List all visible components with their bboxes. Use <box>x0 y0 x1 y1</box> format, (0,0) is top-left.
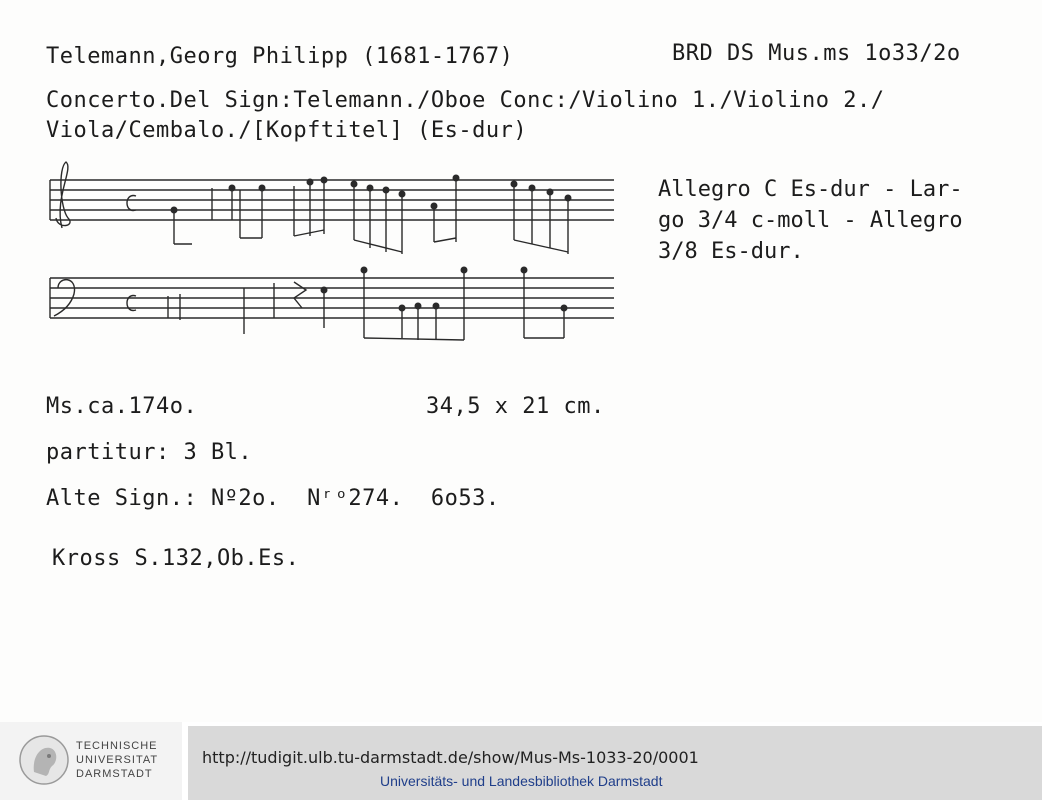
old-signatures: Alte Sign.: Nº2o. Nʳᵒ274. 6o53. <box>46 486 500 511</box>
shelfmark: BRD DS Mus.ms 1o33/2o <box>672 41 961 66</box>
title-line-1: Concerto.Del Sign:Telemann./Oboe Conc:/Violino 1./Violino 2./ <box>46 88 885 113</box>
permalink-url[interactable]: http://tudigit.ulb.tu-darmstadt.de/show/Mus-Ms-1033-20/0001 <box>202 748 699 767</box>
university-name: TECHNISCHE UNIVERSITAT DARMSTADT <box>76 740 159 780</box>
reference: Kross S.132,Ob.Es. <box>52 546 300 571</box>
composer-heading: Telemann,Georg Philipp (1681-1767) <box>46 44 514 69</box>
footer <box>0 722 1042 800</box>
manuscript-date: Ms.ca.174o. <box>46 394 198 419</box>
partitur-info: partitur: 3 Bl. <box>46 440 253 465</box>
url-bar <box>188 726 1042 800</box>
music-incipit <box>44 158 624 348</box>
dimensions: 34,5 x 21 cm. <box>426 394 605 419</box>
university-logo <box>0 722 182 800</box>
seal-icon <box>18 734 70 786</box>
tempo-markings: Allegro C Es-dur - Lar- go 3/4 c-moll - Allegro 3/8 Es-dur. <box>658 177 963 264</box>
title-line-2: Viola/Cembalo./[Kopftitel] (Es-dur) <box>46 118 528 143</box>
library-name: Universitäts- und Landesbibliothek Darmstadt <box>380 773 663 789</box>
